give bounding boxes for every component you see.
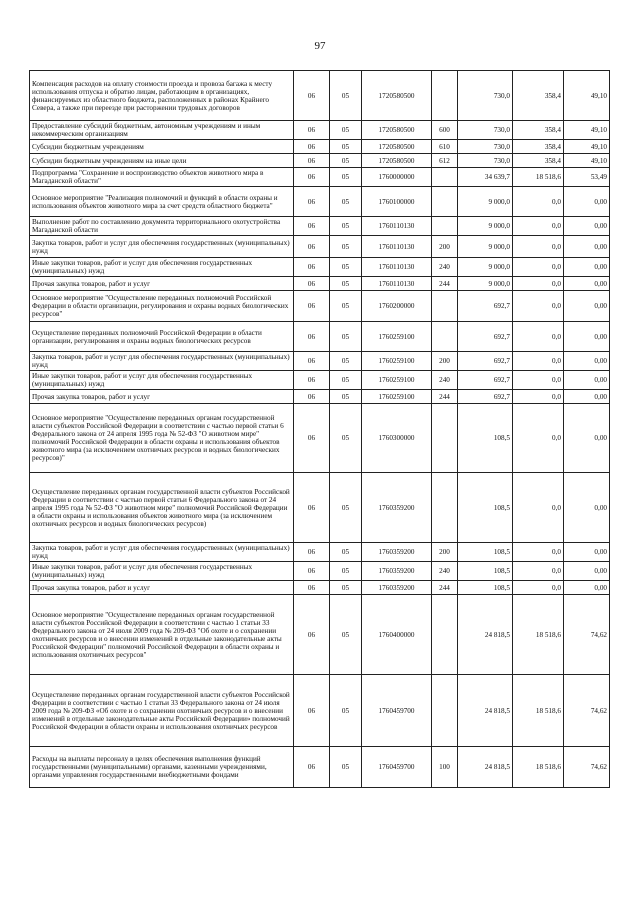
budget-table-body: [30, 71, 610, 788]
execution-percent-cell: 0,00: [564, 371, 610, 390]
section-code-cell: 06: [294, 562, 330, 581]
execution-percent-cell: 49,10: [564, 71, 610, 121]
section-code-cell: 06: [294, 371, 330, 390]
executed-amount-cell: 0,0: [513, 473, 564, 543]
target-article-cell: 1760259100: [362, 322, 432, 352]
section-code-cell: 06: [294, 581, 330, 595]
planned-amount-cell: 108,5: [458, 543, 513, 562]
table-row: [30, 404, 610, 473]
execution-percent-cell: 0,00: [564, 236, 610, 258]
target-article-cell: 1760359200: [362, 543, 432, 562]
row-name-cell: Субсидии бюджетным учреждениям на иные цели: [30, 154, 294, 168]
table-row: [30, 371, 610, 390]
row-name-cell: Прочая закупка товаров, работ и услуг: [30, 390, 294, 404]
section-code-cell: 06: [294, 675, 330, 747]
execution-percent-cell: 74,62: [564, 747, 610, 788]
target-article-cell: 1760110130: [362, 217, 432, 236]
row-name-cell: Прочая закупка товаров, работ и услуг: [30, 277, 294, 291]
row-name-cell: Осуществление переданных органам государственной власти субъектов Российской Федерации в соответствии с частью первой статьи 6 Федерального закона от 24 апреля 1995 года № 52-ФЗ "О животном мире" полномочий Российской Федерации в области охраны и использования объектов животного мира (за исключением охотничьих ресурсов и водных биологических ресурсов): [30, 473, 294, 543]
expense-type-cell: [432, 404, 458, 473]
expense-type-cell: 200: [432, 543, 458, 562]
target-article-cell: 1760110130: [362, 236, 432, 258]
execution-percent-cell: 0,00: [564, 352, 610, 371]
row-name-cell: Закупка товаров, работ и услуг для обеспечения государственных (муниципальных) нужд: [30, 543, 294, 562]
subsection-code-cell: 05: [330, 187, 362, 217]
executed-amount-cell: 358,4: [513, 121, 564, 140]
section-code-cell: 06: [294, 187, 330, 217]
expense-type-cell: 240: [432, 371, 458, 390]
target-article-cell: 1720580500: [362, 71, 432, 121]
row-name-cell: Основное мероприятие "Осуществление переданных полномочий Российской Федерации в области организации, регулирования и охраны водных биологических ресурсов": [30, 291, 294, 322]
target-article-cell: 1720580500: [362, 154, 432, 168]
expense-type-cell: 100: [432, 747, 458, 788]
executed-amount-cell: 0,0: [513, 217, 564, 236]
section-code-cell: 06: [294, 140, 330, 154]
table-row: [30, 258, 610, 277]
executed-amount-cell: 0,0: [513, 291, 564, 322]
target-article-cell: 1760259100: [362, 352, 432, 371]
target-article-cell: 1760359200: [362, 562, 432, 581]
planned-amount-cell: 730,0: [458, 71, 513, 121]
planned-amount-cell: 692,7: [458, 390, 513, 404]
execution-percent-cell: 74,62: [564, 595, 610, 675]
expense-type-cell: 200: [432, 236, 458, 258]
expense-type-cell: 610: [432, 140, 458, 154]
table-row: [30, 277, 610, 291]
planned-amount-cell: 692,7: [458, 371, 513, 390]
subsection-code-cell: 05: [330, 562, 362, 581]
planned-amount-cell: 108,5: [458, 581, 513, 595]
expense-type-cell: 200: [432, 352, 458, 371]
execution-percent-cell: 0,00: [564, 404, 610, 473]
section-code-cell: 06: [294, 154, 330, 168]
expense-type-cell: [432, 217, 458, 236]
target-article-cell: 1760259100: [362, 371, 432, 390]
subsection-code-cell: 05: [330, 352, 362, 371]
section-code-cell: 06: [294, 543, 330, 562]
subsection-code-cell: 05: [330, 473, 362, 543]
execution-percent-cell: 0,00: [564, 187, 610, 217]
row-name-cell: Предоставление субсидий бюджетным, автономным учреждениям и иным некоммерческим организациям: [30, 121, 294, 140]
planned-amount-cell: 692,7: [458, 291, 513, 322]
target-article-cell: 1760259100: [362, 390, 432, 404]
row-name-cell: Закупка товаров, работ и услуг для обеспечения государственных (муниципальных) нужд: [30, 352, 294, 371]
row-name-cell: Иные закупки товаров, работ и услуг для обеспечения государственных (муниципальных) нужд: [30, 371, 294, 390]
subsection-code-cell: 05: [330, 543, 362, 562]
section-code-cell: 06: [294, 236, 330, 258]
executed-amount-cell: 0,0: [513, 371, 564, 390]
table-row: [30, 168, 610, 187]
target-article-cell: 1760110130: [362, 258, 432, 277]
expense-type-cell: 244: [432, 277, 458, 291]
section-code-cell: 06: [294, 747, 330, 788]
subsection-code-cell: 05: [330, 121, 362, 140]
table-row: [30, 322, 610, 352]
target-article-cell: 1760359200: [362, 581, 432, 595]
section-code-cell: 06: [294, 390, 330, 404]
subsection-code-cell: 05: [330, 371, 362, 390]
row-name-cell: Компенсация расходов на оплату стоимости проезда и провоза багажа к месту использования отпуска и обратно лицам, работающим в организациях, финансируемых из областного бюджета, расположенных в районах Крайнего Севера, а также при переезде при расторжении трудовых договоров: [30, 71, 294, 121]
table-row: [30, 581, 610, 595]
executed-amount-cell: 0,0: [513, 187, 564, 217]
subsection-code-cell: 05: [330, 168, 362, 187]
expense-type-cell: [432, 322, 458, 352]
table-row: [30, 140, 610, 154]
executed-amount-cell: 358,4: [513, 71, 564, 121]
execution-percent-cell: 0,00: [564, 543, 610, 562]
table-row: [30, 595, 610, 675]
target-article-cell: 1720580500: [362, 121, 432, 140]
executed-amount-cell: 0,0: [513, 322, 564, 352]
subsection-code-cell: 05: [330, 291, 362, 322]
execution-percent-cell: 0,00: [564, 562, 610, 581]
expense-type-cell: 244: [432, 581, 458, 595]
planned-amount-cell: 692,7: [458, 322, 513, 352]
expense-type-cell: 240: [432, 562, 458, 581]
expense-type-cell: [432, 473, 458, 543]
subsection-code-cell: 05: [330, 595, 362, 675]
execution-percent-cell: 0,00: [564, 217, 610, 236]
expense-type-cell: 244: [432, 390, 458, 404]
execution-percent-cell: 0,00: [564, 277, 610, 291]
executed-amount-cell: 0,0: [513, 258, 564, 277]
subsection-code-cell: 05: [330, 675, 362, 747]
executed-amount-cell: 0,0: [513, 352, 564, 371]
planned-amount-cell: 24 818,5: [458, 747, 513, 788]
table-row: [30, 562, 610, 581]
execution-percent-cell: 0,00: [564, 390, 610, 404]
executed-amount-cell: 358,4: [513, 154, 564, 168]
planned-amount-cell: 34 639,7: [458, 168, 513, 187]
executed-amount-cell: 358,4: [513, 140, 564, 154]
target-article-cell: 1760000000: [362, 168, 432, 187]
executed-amount-cell: 0,0: [513, 236, 564, 258]
row-name-cell: Основное мероприятие "Осуществление переданных органам государственной власти субъектов Российской Федерации в соответствии с частью первой статьи 6 Федерального закона от 24 апреля 1995 года № 52-ФЗ "О животном мире" полномочий Российской Федерации в области охраны и использования объектов животного мира (за исключением охотничьих ресурсов и водных биологических ресурсов)": [30, 404, 294, 473]
section-code-cell: 06: [294, 473, 330, 543]
subsection-code-cell: 05: [330, 140, 362, 154]
expense-type-cell: 612: [432, 154, 458, 168]
execution-percent-cell: 49,10: [564, 154, 610, 168]
expense-type-cell: 600: [432, 121, 458, 140]
executed-amount-cell: 0,0: [513, 562, 564, 581]
target-article-cell: 1760100000: [362, 187, 432, 217]
planned-amount-cell: 9 000,0: [458, 236, 513, 258]
subsection-code-cell: 05: [330, 747, 362, 788]
subsection-code-cell: 05: [330, 236, 362, 258]
table-row: [30, 291, 610, 322]
executed-amount-cell: 0,0: [513, 581, 564, 595]
target-article-cell: 1760459700: [362, 675, 432, 747]
row-name-cell: Выполнение работ по составлению документа территориального охотустройства Магаданской области: [30, 217, 294, 236]
planned-amount-cell: 24 818,5: [458, 595, 513, 675]
expense-type-cell: [432, 168, 458, 187]
table-row: [30, 187, 610, 217]
planned-amount-cell: 9 000,0: [458, 258, 513, 277]
table-row: [30, 675, 610, 747]
execution-percent-cell: 74,62: [564, 675, 610, 747]
executed-amount-cell: 18 518,6: [513, 747, 564, 788]
execution-percent-cell: 0,00: [564, 473, 610, 543]
section-code-cell: 06: [294, 168, 330, 187]
row-name-cell: Подпрограмма "Сохранение и воспроизводство объектов животного мира в Магаданской области": [30, 168, 294, 187]
table-row: [30, 236, 610, 258]
page-number: 97: [314, 40, 326, 52]
execution-percent-cell: 0,00: [564, 258, 610, 277]
execution-percent-cell: 0,00: [564, 322, 610, 352]
target-article-cell: 1760400000: [362, 595, 432, 675]
subsection-code-cell: 05: [330, 581, 362, 595]
table-row: [30, 154, 610, 168]
executed-amount-cell: 0,0: [513, 277, 564, 291]
executed-amount-cell: 0,0: [513, 404, 564, 473]
planned-amount-cell: 730,0: [458, 154, 513, 168]
row-name-cell: Иные закупки товаров, работ и услуг для обеспечения государственных (муниципальных) нужд: [30, 562, 294, 581]
subsection-code-cell: 05: [330, 390, 362, 404]
planned-amount-cell: 730,0: [458, 121, 513, 140]
subsection-code-cell: 05: [330, 154, 362, 168]
section-code-cell: 06: [294, 322, 330, 352]
subsection-code-cell: 05: [330, 258, 362, 277]
planned-amount-cell: 9 000,0: [458, 217, 513, 236]
section-code-cell: 06: [294, 217, 330, 236]
table-row: [30, 121, 610, 140]
section-code-cell: 06: [294, 595, 330, 675]
expense-type-cell: [432, 187, 458, 217]
subsection-code-cell: 05: [330, 277, 362, 291]
subsection-code-cell: 05: [330, 71, 362, 121]
target-article-cell: 1760200000: [362, 291, 432, 322]
row-name-cell: Осуществление переданных органам государственной власти субъектов Российской Федерации в соответствии с частью 1 статьи 33 Федерального закона от 24 июля 2009 года № 209-ФЗ «Об охоте и о сохранении охотничьих ресурсов и о внесении изменений в отдельные законодательные акты Российской Федерации» полномочий Российской Федерации в области охраны и использования охотничьих ресурсов: [30, 675, 294, 747]
row-name-cell: Расходы на выплаты персоналу в целях обеспечения выполнения функций государственными (муниципальными) органами, казенными учреждениями, органами управления государственными внебюджетными фондами: [30, 747, 294, 788]
planned-amount-cell: 9 000,0: [458, 277, 513, 291]
subsection-code-cell: 05: [330, 217, 362, 236]
executed-amount-cell: 0,0: [513, 390, 564, 404]
section-code-cell: 06: [294, 404, 330, 473]
planned-amount-cell: 692,7: [458, 352, 513, 371]
planned-amount-cell: 108,5: [458, 473, 513, 543]
planned-amount-cell: 9 000,0: [458, 187, 513, 217]
subsection-code-cell: 05: [330, 322, 362, 352]
row-name-cell: Основное мероприятие "Осуществление переданных органам государственной власти субъектов Российской Федерации в соответствии с частью 1 статьи 33 Федерального закона от 24 июля 2009 года № 209-ФЗ "Об охоте и о сохранении охотничьих ресурсов и о внесении изменений в отдельные законодательные акты Российской Федерации" полномочий Российской Федерации в области охраны и использования охотничьих ресурсов": [30, 595, 294, 675]
execution-percent-cell: 0,00: [564, 581, 610, 595]
section-code-cell: 06: [294, 258, 330, 277]
executed-amount-cell: 18 518,6: [513, 675, 564, 747]
target-article-cell: 1760110130: [362, 277, 432, 291]
executed-amount-cell: 18 518,6: [513, 595, 564, 675]
subsection-code-cell: 05: [330, 404, 362, 473]
executed-amount-cell: 18 518,6: [513, 168, 564, 187]
row-name-cell: Субсидии бюджетным учреждениям: [30, 140, 294, 154]
table-row: [30, 217, 610, 236]
row-name-cell: Прочая закупка товаров, работ и услуг: [30, 581, 294, 595]
expense-type-cell: [432, 71, 458, 121]
table-row: [30, 543, 610, 562]
expense-type-cell: [432, 675, 458, 747]
planned-amount-cell: 108,5: [458, 404, 513, 473]
executed-amount-cell: 0,0: [513, 543, 564, 562]
target-article-cell: 1760459700: [362, 747, 432, 788]
execution-percent-cell: 49,10: [564, 121, 610, 140]
expense-type-cell: 240: [432, 258, 458, 277]
execution-percent-cell: 0,00: [564, 291, 610, 322]
row-name-cell: Иные закупки товаров, работ и услуг для обеспечения государственных (муниципальных) нужд: [30, 258, 294, 277]
table-row: [30, 747, 610, 788]
expense-type-cell: [432, 595, 458, 675]
row-name-cell: Осуществление переданных полномочий Российской Федерации в области организации, регулирования и охраны водных биологических ресурсов: [30, 322, 294, 352]
planned-amount-cell: 24 818,5: [458, 675, 513, 747]
table-row: [30, 352, 610, 371]
section-code-cell: 06: [294, 291, 330, 322]
target-article-cell: 1720580500: [362, 140, 432, 154]
table-row: [30, 473, 610, 543]
target-article-cell: 1760300000: [362, 404, 432, 473]
row-name-cell: Закупка товаров, работ и услуг для обеспечения государственных (муниципальных) нужд: [30, 236, 294, 258]
expense-type-cell: [432, 291, 458, 322]
section-code-cell: 06: [294, 121, 330, 140]
execution-percent-cell: 53,49: [564, 168, 610, 187]
section-code-cell: 06: [294, 277, 330, 291]
planned-amount-cell: 108,5: [458, 562, 513, 581]
planned-amount-cell: 730,0: [458, 140, 513, 154]
budget-table: [29, 70, 610, 788]
execution-percent-cell: 49,10: [564, 140, 610, 154]
section-code-cell: 06: [294, 71, 330, 121]
target-article-cell: 1760359200: [362, 473, 432, 543]
row-name-cell: Основное мероприятие "Реализация полномочий и функций в области охраны и использования объектов животного мира за счет средств областного бюджета": [30, 187, 294, 217]
section-code-cell: 06: [294, 352, 330, 371]
table-row: [30, 71, 610, 121]
table-row: [30, 390, 610, 404]
